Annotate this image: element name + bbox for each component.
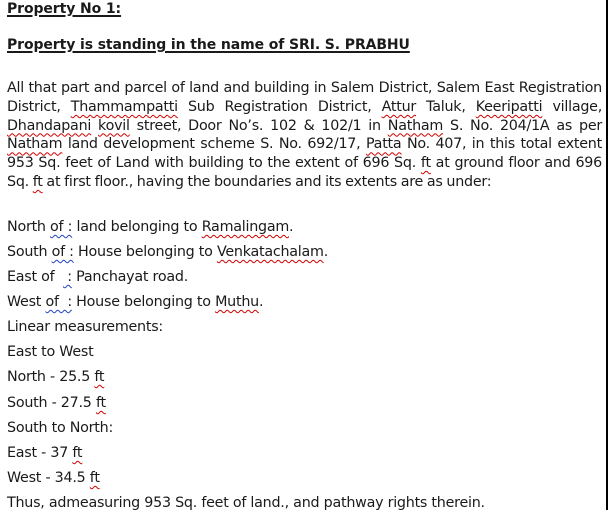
grammar-flag[interactable]: :: [63, 269, 72, 285]
grammar-flag[interactable]: of :: [45, 294, 72, 310]
boundary-north: [7, 218, 293, 236]
measurement-north: [7, 368, 104, 386]
boundary-west: [7, 293, 263, 311]
boundary-text: House belonging to: [71, 294, 216, 310]
measurement-text: North - 25.5: [7, 369, 95, 385]
misspelled-word[interactable]: ft: [72, 445, 83, 461]
owner-heading: Property is standing in the name of SRI. S. PRABHU: [7, 37, 410, 53]
desc-text: land development scheme S. No. 692/17,: [62, 136, 366, 153]
measurement-text: South - 27.5: [7, 395, 96, 411]
misspelled-word[interactable]: Patta: [365, 136, 402, 153]
desc-text: Taluk,: [416, 98, 476, 115]
boundary-direction: North: [7, 219, 51, 235]
grammar-flag[interactable]: of :: [51, 244, 74, 260]
misspelled-word[interactable]: Thammampatti: [70, 98, 178, 115]
misspelled-word[interactable]: ft: [89, 470, 100, 486]
grammar-flag[interactable]: of :: [50, 219, 73, 235]
desc-text: No. 407, in this total extent 953 Sq. feet of Land with building to the extent of 696 Sq.: [7, 136, 602, 172]
boundary-text: House belonging to: [73, 244, 217, 260]
misspelled-word[interactable]: Natham: [387, 117, 444, 134]
boundary-text: land belonging to: [72, 219, 202, 235]
measurement-east: [7, 444, 82, 462]
desc-text: All that part and parcel of land and building in Salem District, Salem East Registration District,: [7, 80, 602, 115]
misspelled-word[interactable]: Dhandapani: [7, 117, 92, 134]
page-right-border: [606, 0, 608, 510]
measurement-text: East - 37: [7, 445, 73, 461]
boundary-south: [7, 243, 328, 261]
boundary-end: .: [323, 244, 329, 260]
misspelled-word[interactable]: Keeripatti: [475, 98, 543, 115]
misspelled-word[interactable]: ft: [94, 369, 105, 385]
boundary-end: .: [258, 294, 264, 310]
closing-statement: Thus, admeasuring 953 Sq. feet of land., and pathway rights therein.: [7, 495, 485, 511]
desc-text: [91, 118, 98, 134]
misspelled-word[interactable]: Muthu: [215, 294, 259, 310]
desc-text: at ground floor and 696 Sq.: [7, 155, 602, 190]
misspelled-word[interactable]: Attur: [381, 98, 417, 115]
misspelled-word[interactable]: ft: [420, 155, 431, 172]
measurement-text: West - 34.5: [7, 470, 90, 486]
boundary-end: .: [289, 219, 294, 235]
boundary-east: [7, 268, 188, 286]
boundary-direction: West: [7, 294, 46, 310]
boundary-text: Panchayat road.: [71, 269, 188, 285]
boundary-direction: East of: [7, 269, 64, 285]
misspelled-word[interactable]: Venkatachalam: [216, 244, 324, 260]
misspelled-word[interactable]: Ramalingam: [201, 219, 290, 235]
misspelled-word[interactable]: kovil: [98, 117, 130, 134]
desc-text: Sub Registration District,: [177, 98, 382, 115]
misspelled-word[interactable]: Natham: [7, 136, 63, 153]
measurement-south: [7, 394, 106, 412]
desc-text: S. No. 204/1A as per: [443, 117, 602, 134]
desc-text: street, Door No’s. 102 & 102/1 in: [129, 117, 388, 134]
misspelled-word[interactable]: ft: [95, 395, 106, 411]
desc-text: village,: [542, 98, 602, 115]
property-number-heading: Property No 1:: [7, 1, 122, 17]
boundary-direction: South: [7, 244, 52, 260]
east-to-west-label: East to West: [7, 344, 94, 360]
measurement-west: [7, 469, 100, 487]
linear-measurements-heading: Linear measurements:: [7, 319, 163, 335]
south-to-north-label: South to North:: [7, 420, 114, 436]
property-description-paragraph: [7, 79, 602, 192]
desc-text: at first floor., having the boundaries and its extents are as under:: [42, 173, 492, 190]
misspelled-word[interactable]: ft: [32, 173, 43, 190]
